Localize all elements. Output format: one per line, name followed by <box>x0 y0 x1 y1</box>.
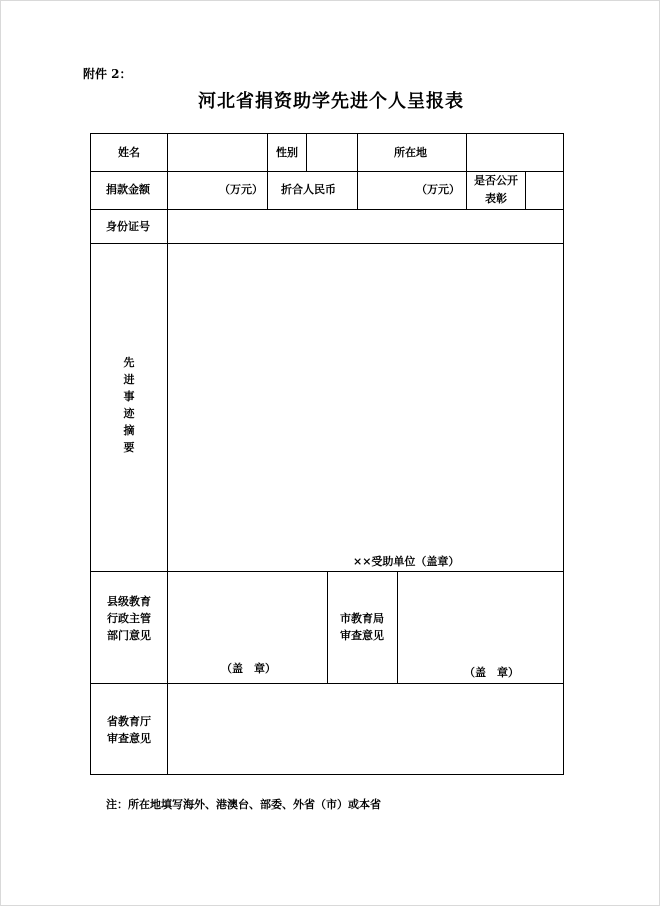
donation-amount-label: 捐款金额 <box>106 183 150 196</box>
gender-field[interactable] <box>307 134 357 171</box>
row-divider <box>91 683 563 684</box>
province-opinion-label: 省教育厅 审查意见 <box>107 715 151 745</box>
attachment-label: 附件 2： <box>83 67 132 81</box>
rmb-equivalent-label: 折合人民币 <box>281 183 336 196</box>
column-divider <box>357 134 358 209</box>
gender-label: 性别 <box>276 146 298 159</box>
county-seal: （盖 章） <box>221 662 276 675</box>
public-commendation-field[interactable] <box>526 172 563 209</box>
column-divider <box>327 571 328 683</box>
county-opinion-label: 县级教育 行政主管 部门意见 <box>107 595 151 642</box>
location-label: 所在地 <box>394 146 427 159</box>
location-field[interactable] <box>467 134 563 171</box>
deeds-summary-field[interactable] <box>168 244 563 544</box>
donation-unit-label: （万元） <box>219 183 263 196</box>
recipient-unit-seal: ××受助单位（盖章） <box>353 555 460 568</box>
rmb-unit-label: （万元） <box>416 183 460 196</box>
form-title: 河北省捐资助学先进个人呈报表 <box>198 91 464 112</box>
city-opinion-label: 市教育局 审查意见 <box>340 612 384 642</box>
column-divider <box>397 571 398 683</box>
name-field[interactable] <box>168 134 267 171</box>
city-seal: （盖 章） <box>464 666 519 679</box>
column-divider <box>267 134 268 209</box>
footnote: 注：所在地填写海外、港澳台、部委、外省（市）或本省 <box>106 798 381 811</box>
name-label: 姓名 <box>118 146 140 159</box>
public-commendation-label: 是否公开表彰 <box>474 174 518 205</box>
id-number-field[interactable] <box>168 210 563 243</box>
id-number-label: 身份证号 <box>106 220 150 233</box>
report-form-table <box>90 133 564 775</box>
deeds-summary-label: 先进事迹摘要 <box>123 356 135 454</box>
